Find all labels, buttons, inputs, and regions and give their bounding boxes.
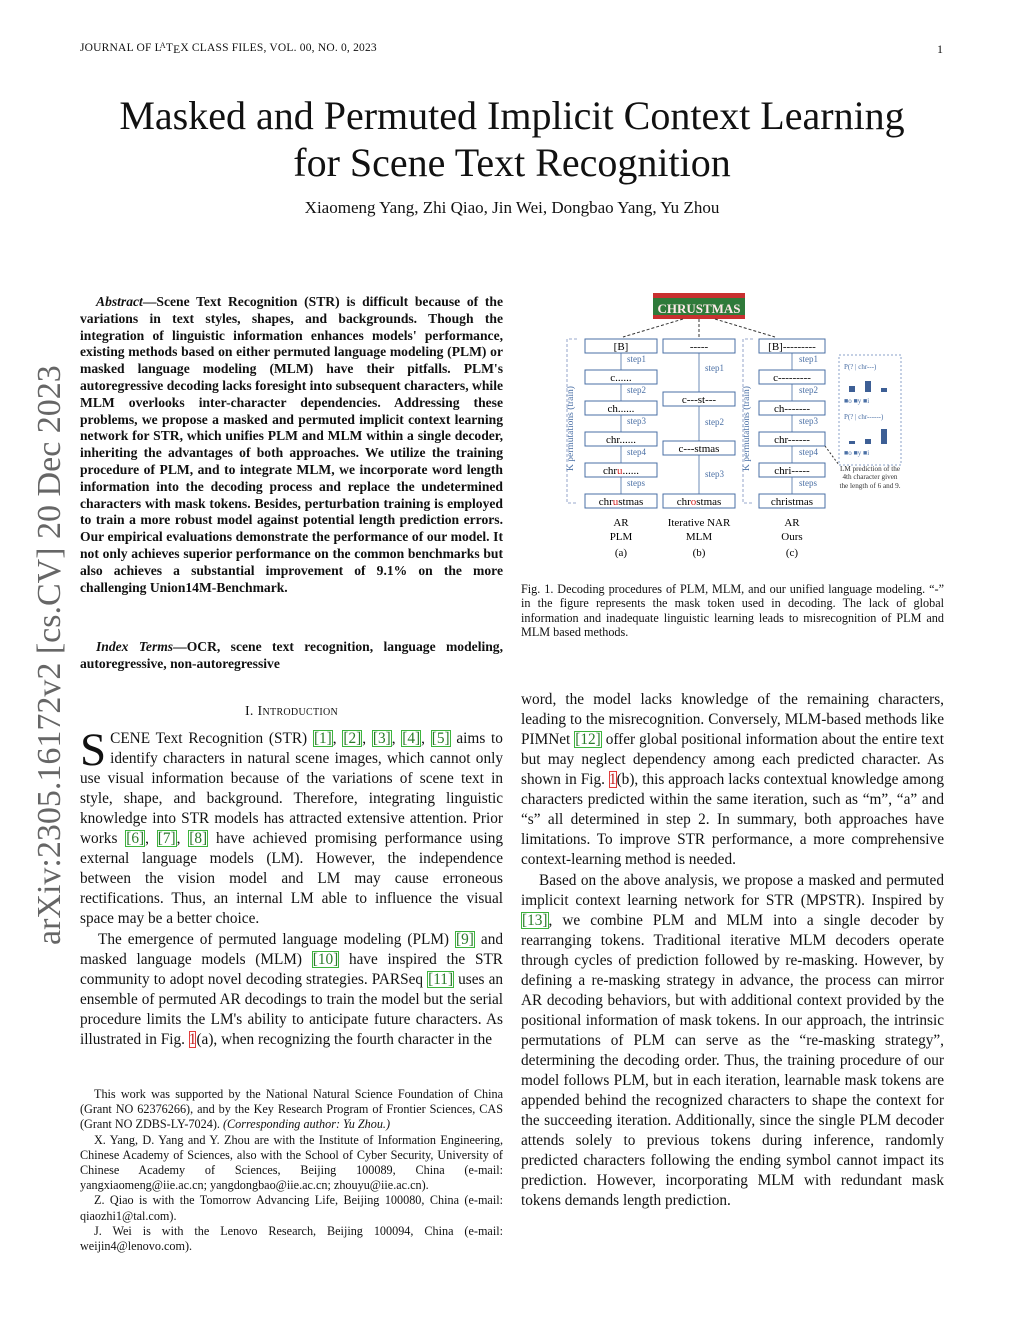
abstract-label: Abstract	[96, 294, 143, 309]
column-b	[663, 339, 735, 559]
step-label: step3	[799, 416, 818, 426]
column-a-label: AR	[613, 517, 629, 529]
inset-query-1: P(? | chr---)	[844, 363, 877, 371]
column-c-sublabel: Ours	[781, 531, 803, 543]
token-step: c......	[610, 372, 632, 384]
index-terms	[80, 639, 503, 673]
footnotes	[80, 1087, 503, 1254]
citation-link[interactable]: [6]	[126, 830, 145, 847]
bar	[881, 388, 887, 392]
step-label: step3	[705, 469, 724, 479]
footnote: Z. Qiao is with the Tomorrow Advancing Life, Beijing 100080, China (e-mail: qiaozhi1@tal.com).	[80, 1193, 503, 1223]
token-step: chr......	[606, 434, 636, 446]
column-a-tag: (a)	[614, 547, 628, 559]
column-c-tag: (c)	[785, 547, 799, 559]
input-image-word: CHRUSTMAS	[657, 301, 741, 316]
abstract	[80, 294, 503, 596]
citation-link[interactable]: [10]	[312, 951, 339, 968]
step-label: step4	[799, 447, 818, 457]
abstract-text: —Scene Text Recognition (STR) is difficult because of the variations in text styles, shapes, and backgrounds. Though the integration of linguistic information enhances models' performance, existing methods based on either permuted language modeling (PLM) or masked language modeling (MLM) have their pitfalls. PLM's autoregressive decoding lacks foresight into subsequent characters, while MLM overlooks inter-character dependencies. Addressing these problems, we propose a masked and permuted implicit context learning network for STR, which unifies PLM and MLM within a single decoder, inheriting the advantages of both approaches. We utilize the training procedure of PLM, and to integrate MLM, we incorporate word length information into the decoding process and replace the undetermined characters with mask tokens. Besides, perturbation training is employed to train a more robust model against potential length prediction errors. Our empirical evaluations demonstrate the performance of our model. It not only achieves superior performance on the common benchmarks but also achieves a substantial improvement of 9.1% on the more challenging Union14M-Benchmark.	[80, 294, 503, 595]
token-final: christmas	[770, 496, 814, 508]
paragraph: Based on the above analysis, we propose a masked and permuted implicit context learning network for STR (MPSTR). Inspired by [13], we combine PLM and MLM into a single decoder by rearranging tokens. Traditional iterative MLM decoders operate through cycles of prediction followed by re-masking. However, by defining a re-masking strategy in advance, the process can mirror AR decoding behaviors, but with additional context provided by the positional information of mask tokens. In our approach, the intrinsic permutations of PLM can serve as the “re-masking strategy”, determining the decoding order. Thus, the training procedure of our model follows PLM, but in each iteration, learnable mask tokens are appended behind the recognized characters to shape the context for the succeeding iteration. Additionally, since the single PLM decoder attends solely to previous tokens during inference, randomly predicted characters following the ending symbol cannot impact its prediction. However, incorporating MLM with redundant mask tokens demands length prediction.	[521, 872, 944, 1209]
section-title: Introduction	[257, 704, 339, 719]
column-a	[565, 339, 657, 559]
citation-link[interactable]: [2]	[343, 730, 362, 747]
token-start: [B]	[613, 341, 629, 353]
figure-caption: Fig. 1. Decoding procedures of PLM, MLM, and our unified language modeling. “-” in the figure represents the mask token used in decoding. The lack of global information and inadequate linguistic learning leads to misrecognition of PLM and MLM based methods.	[521, 582, 944, 640]
step-label: step2	[799, 385, 818, 395]
step-label: step2	[627, 385, 646, 395]
token-step: ch......	[607, 403, 635, 415]
citation-link[interactable]: [7]	[157, 830, 176, 847]
bar	[865, 439, 871, 444]
footnote: J. Wei is with the Lenovo Research, Beijing 100094, China (e-mail: weijin4@lenovo.com).	[80, 1223, 503, 1254]
paragraph: SCENE Text Recognition (STR) [1], [2], [3], [4], [5] aims to identify characters in natural scene images, which cannot only use visual information because of the variations of scene text in style, shape, and background. Therefore, integrating linguistic knowledge into STR models has attracted extensive attention. Prior works [6], [7], [8] have achieved promising performance using external language models (LM). However, the independence between the vision model and LM may cause erroneous rectifications. Thus, an internal LM able to influence the visual space may be a better choice.	[80, 724, 503, 927]
inset-legend-2: ■o ■y ■i	[844, 449, 870, 457]
token-step: chri-----	[774, 465, 810, 477]
inset-note: LM prediction of the 4th character given the length of 6 and 9.	[839, 465, 901, 490]
citation-link[interactable]: [8]	[189, 830, 208, 847]
column-b-tag: (b)	[692, 547, 706, 559]
drop-cap: S	[80, 724, 107, 776]
step-label: step2	[705, 417, 724, 427]
bar	[849, 386, 855, 392]
column-c	[741, 339, 825, 559]
dashed-arrows	[623, 319, 775, 337]
citation-link[interactable]: [1]	[313, 730, 332, 747]
token-final: chrostmas	[676, 496, 722, 508]
arxiv-stamp	[12, 350, 72, 945]
paragraph: The emergence of permuted language modeling (PLM) [9] and masked language models (MLM) [10] have inspired the STR community to adopt novel decoding strategies. PARSeq [11] uses an ensemble of permuted AR decodings to train the model but the serial procedure limits the LM's ability to anticipate future characters. As illustrated in Fig. 1(a), when recognizing the fourth character in the	[80, 931, 504, 1048]
step-label: step4	[627, 447, 646, 457]
inset-pointer	[825, 446, 839, 465]
citation-link[interactable]: [9]	[456, 931, 474, 948]
citation-link[interactable]: [5]	[431, 730, 450, 747]
input-image	[653, 293, 745, 319]
inset-query-2: P(? | chr------)	[844, 413, 884, 421]
intro-right-column	[521, 690, 944, 1211]
citation-link[interactable]: [13]	[522, 912, 548, 929]
step-label: step1	[627, 354, 646, 364]
citation-link[interactable]: [4]	[402, 730, 421, 747]
token-step: c---------	[773, 372, 811, 384]
step-label: steps	[627, 478, 645, 488]
token-step: c---stmas	[678, 443, 720, 455]
arxiv-stamp-text: arXiv:2305.16172v2 [cs.CV] 20 Dec 2023	[31, 365, 68, 945]
column-c-label: AR	[784, 517, 800, 529]
index-terms-label: Index Terms	[96, 639, 174, 654]
running-header: JOURNAL OF $L^ATEX$ CLASS FILES, VOL. 00, NO. 0, 2023	[80, 41, 377, 56]
column-c-side-label: K permutations (train)	[742, 386, 752, 471]
token-start: -----	[689, 341, 709, 353]
figure-link[interactable]: 1	[608, 771, 617, 788]
inset-legend-1: ■o ■y ■i	[844, 397, 870, 405]
token-step: c---st---	[681, 394, 717, 406]
author-list: Xiaomeng Yang, Zhi Qiao, Jin Wei, Dongbao Yang, Yu Zhou	[304, 198, 720, 217]
column-b-label: Iterative NAR	[667, 517, 731, 529]
step-label: step3	[627, 416, 646, 426]
title-line-2: for Scene Text Recognition	[293, 140, 731, 185]
index-terms-text: —OCR, scene text recognition, language modeling, autoregressive, non-autoregressive	[80, 639, 504, 671]
token-start: [B]---------	[768, 341, 816, 353]
column-b-sublabel: MLM	[685, 531, 713, 543]
paragraph: word, the model lacks knowledge of the remaining characters, leading to the misrecognition. Conversely, MLM-based methods like PIMNet [12] offer global positional information about the entire text but may neglect dependency among each predicted character. As shown in Fig. 1(b), this approach lacks contextual knowledge among characters predicted within the same iteration, such as “m”, “a” and “s” all determined in step 2. In summary, both approaches have limitations. To improve STR performance, a more comprehensive context-learning method is needed.	[521, 691, 944, 868]
bar	[849, 441, 855, 444]
citation-link[interactable]: [12]	[575, 731, 601, 748]
step-label: step1	[799, 354, 818, 364]
token-final: chrustmas	[598, 496, 644, 508]
decoding-diagram	[553, 291, 913, 571]
citation-link[interactable]: [11]	[428, 971, 454, 988]
input-image-stripe	[653, 293, 745, 298]
footnote: X. Yang, D. Yang and Y. Zhou are with the Institute of Information Engineering, Chinese Academy of Sciences, also with the School of Cyber Security, University of Chinese Academy of Sciences, Beijing 100089, China (e-mail: yangxiaomeng@iie.ac.cn; yangdongbao@iie.ac.cn; zhouyu@iie.ac.cn).	[80, 1132, 503, 1193]
lm-inset	[825, 355, 901, 509]
bar	[881, 429, 887, 444]
column-a-side-label: K permutations (train)	[566, 386, 576, 471]
citation-link[interactable]: [3]	[372, 730, 391, 747]
section-heading: I. Introduction	[244, 704, 339, 719]
title-line-1: Masked and Permuted Implicit Context Learning	[119, 93, 905, 138]
paper-title	[0, 92, 1024, 186]
bar	[865, 381, 871, 392]
intro-left-column	[80, 724, 504, 1050]
page-number: 1	[937, 42, 943, 56]
step-label: step1	[705, 363, 724, 373]
step-label: steps	[799, 478, 817, 488]
figure-1	[553, 291, 913, 571]
token-step: ch-------	[773, 403, 811, 415]
figure-link[interactable]: 1	[188, 1031, 197, 1048]
token-step: chr------	[774, 434, 810, 446]
arrow-to-c	[715, 319, 775, 337]
column-a-sublabel: PLM	[609, 531, 633, 543]
footnote: This work was supported by the National Natural Science Foundation of China (Grant NO 62376266), and by the Key Research Program of Frontier Sciences, CAS (Grant NO ZDBS-LY-7024). (Corresponding author: Yu Zhou.)	[80, 1087, 503, 1132]
token-step: chru......	[602, 465, 640, 477]
arrow-to-a	[623, 319, 683, 337]
